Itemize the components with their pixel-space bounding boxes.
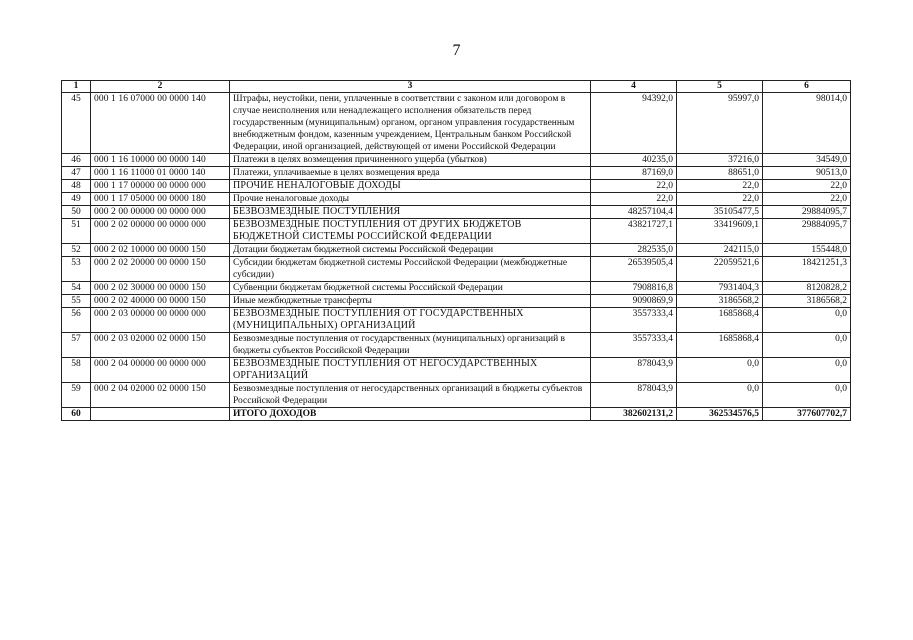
- budget-code: 000 1 16 10000 00 0000 140: [91, 154, 230, 167]
- total-col-6: 377607702,7: [763, 408, 851, 421]
- budget-code: 000 2 03 02000 02 0000 150: [91, 333, 230, 358]
- value-col-4: 87169,0: [591, 167, 677, 180]
- value-col-5: 88651,0: [677, 167, 763, 180]
- value-col-4: 22,0: [591, 193, 677, 206]
- budget-code: 000 2 02 10000 00 0000 150: [91, 244, 230, 257]
- value-col-5: 33419609,1: [677, 219, 763, 244]
- budget-code: 000 2 03 00000 00 0000 000: [91, 308, 230, 333]
- table-row: [62, 333, 851, 358]
- revenue-name: БЕЗВОЗМЕЗДНЫЕ ПОСТУПЛЕНИЯ ОТ НЕГОСУДАРСТВЕННЫХ ОРГАНИЗАЦИЙ: [230, 358, 591, 383]
- revenue-name: Платежи в целях возмещения причиненного ущерба (убытков): [230, 154, 591, 167]
- budget-code: 000 2 04 02000 02 0000 150: [91, 383, 230, 408]
- revenue-name: Платежи, уплачиваемые в целях возмещения вреда: [230, 167, 591, 180]
- value-col-6: 29884095,7: [763, 206, 851, 219]
- value-col-4: 7908816,8: [591, 282, 677, 295]
- row-number: 51: [62, 219, 91, 244]
- row-number: 46: [62, 154, 91, 167]
- value-col-5: 3186568,2: [677, 295, 763, 308]
- row-number: 45: [62, 93, 91, 154]
- revenue-name: Безвозмездные поступления от негосударственных организаций в бюджеты субъектов Российской Федерации: [230, 383, 591, 408]
- budget-code: 000 1 16 11000 01 0000 140: [91, 167, 230, 180]
- header-row: [62, 81, 851, 93]
- revenue-name: ПРОЧИЕ НЕНАЛОГОВЫЕ ДОХОДЫ: [230, 180, 591, 193]
- revenue-name: БЕЗВОЗМЕЗДНЫЕ ПОСТУПЛЕНИЯ ОТ ГОСУДАРСТВЕННЫХ (МУНИЦИПАЛЬНЫХ) ОРГАНИЗАЦИЙ: [230, 308, 591, 333]
- value-col-5: 22059521,6: [677, 257, 763, 282]
- value-col-6: 0,0: [763, 333, 851, 358]
- total-col-5: 362534576,5: [677, 408, 763, 421]
- budget-code: 000 1 16 07000 00 0000 140: [91, 93, 230, 154]
- value-col-4: 3557333,4: [591, 333, 677, 358]
- table-row: [62, 295, 851, 308]
- value-col-4: 3557333,4: [591, 308, 677, 333]
- value-col-6: 22,0: [763, 193, 851, 206]
- revenue-name: Прочие неналоговые доходы: [230, 193, 591, 206]
- value-col-5: 95997,0: [677, 93, 763, 154]
- row-number: 53: [62, 257, 91, 282]
- row-number: 59: [62, 383, 91, 408]
- value-col-6: 22,0: [763, 180, 851, 193]
- col-header-4: 4: [591, 81, 677, 93]
- table-row: [62, 206, 851, 219]
- table-row: [62, 308, 851, 333]
- total-col-4: 382602131,2: [591, 408, 677, 421]
- table-row: [62, 154, 851, 167]
- budget-code: 000 1 17 00000 00 0000 000: [91, 180, 230, 193]
- table-row: [62, 193, 851, 206]
- budget-code: [91, 408, 230, 421]
- total-row: [62, 408, 851, 421]
- value-col-5: 7931404,3: [677, 282, 763, 295]
- value-col-6: 29884095,7: [763, 219, 851, 244]
- value-col-6: 0,0: [763, 383, 851, 408]
- value-col-6: 8120828,2: [763, 282, 851, 295]
- revenue-name: Иные межбюджетные трансферты: [230, 295, 591, 308]
- value-col-6: 0,0: [763, 308, 851, 333]
- revenue-name: БЕЗВОЗМЕЗДНЫЕ ПОСТУПЛЕНИЯ: [230, 206, 591, 219]
- total-label: ИТОГО ДОХОДОВ: [230, 408, 591, 421]
- value-col-6: 155448,0: [763, 244, 851, 257]
- revenue-name: Дотации бюджетам бюджетной системы Российской Федерации: [230, 244, 591, 257]
- value-col-6: 3186568,2: [763, 295, 851, 308]
- revenue-name: Субсидии бюджетам бюджетной системы Российской Федерации (межбюджетные субсидии): [230, 257, 591, 282]
- value-col-5: 35105477,5: [677, 206, 763, 219]
- budget-code: 000 2 02 40000 00 0000 150: [91, 295, 230, 308]
- value-col-4: 282535,0: [591, 244, 677, 257]
- revenue-name: Субвенции бюджетам бюджетной системы Российской Федерации: [230, 282, 591, 295]
- row-number: 52: [62, 244, 91, 257]
- row-number: 56: [62, 308, 91, 333]
- page-number: 7: [452, 42, 461, 59]
- value-col-4: 26539505,4: [591, 257, 677, 282]
- value-col-5: 22,0: [677, 193, 763, 206]
- value-col-6: 0,0: [763, 358, 851, 383]
- row-number: 55: [62, 295, 91, 308]
- value-col-6: 18421251,3: [763, 257, 851, 282]
- col-header-2: 2: [91, 81, 230, 93]
- value-col-5: 0,0: [677, 358, 763, 383]
- table-row: [62, 358, 851, 383]
- value-col-4: 878043,9: [591, 358, 677, 383]
- row-number: 60: [62, 408, 91, 421]
- value-col-5: 22,0: [677, 180, 763, 193]
- budget-code: 000 2 02 20000 00 0000 150: [91, 257, 230, 282]
- col-header-3: 3: [230, 81, 591, 93]
- revenue-name: Безвозмездные поступления от государственных (муниципальных) организаций в бюджеты субъектов Российской Федерации: [230, 333, 591, 358]
- row-number: 49: [62, 193, 91, 206]
- table-row: [62, 180, 851, 193]
- value-col-5: 242115,0: [677, 244, 763, 257]
- revenue-name: БЕЗВОЗМЕЗДНЫЕ ПОСТУПЛЕНИЯ ОТ ДРУГИХ БЮДЖЕТОВ БЮДЖЕТНОЙ СИСТЕМЫ РОССИЙСКОЙ ФЕДЕРАЦИИ: [230, 219, 591, 244]
- value-col-5: 1685868,4: [677, 333, 763, 358]
- value-col-4: 878043,9: [591, 383, 677, 408]
- budget-code: 000 2 04 00000 00 0000 000: [91, 358, 230, 383]
- row-number: 57: [62, 333, 91, 358]
- table-row: [62, 257, 851, 282]
- value-col-6: 90513,0: [763, 167, 851, 180]
- col-header-1: 1: [62, 81, 91, 93]
- revenue-table: [61, 80, 851, 421]
- value-col-4: 9090869,9: [591, 295, 677, 308]
- value-col-4: 40235,0: [591, 154, 677, 167]
- table-row: [62, 167, 851, 180]
- table-row: [62, 383, 851, 408]
- value-col-4: 43821727,1: [591, 219, 677, 244]
- row-number: 48: [62, 180, 91, 193]
- table-row: [62, 93, 851, 154]
- value-col-6: 34549,0: [763, 154, 851, 167]
- table-row: [62, 282, 851, 295]
- budget-code: 000 2 02 00000 00 0000 000: [91, 219, 230, 244]
- budget-code: 000 2 00 00000 00 0000 000: [91, 206, 230, 219]
- revenue-name: Штрафы, неустойки, пени, уплаченные в соответствии с законом или договором в случае неисполнения или ненадлежащего исполнения обязательств перед государственным (муниципальным) органом, органом управления государственным внебюджетным фондом, казенным учреждением, Центральным банком Российской Федерации, иной организацией, действующей от имени Российской Федерации: [230, 93, 591, 154]
- value-col-6: 98014,0: [763, 93, 851, 154]
- row-number: 50: [62, 206, 91, 219]
- budget-code: 000 2 02 30000 00 0000 150: [91, 282, 230, 295]
- col-header-6: 6: [763, 81, 851, 93]
- row-number: 58: [62, 358, 91, 383]
- table-row: [62, 219, 851, 244]
- table-row: [62, 244, 851, 257]
- value-col-5: 1685868,4: [677, 308, 763, 333]
- row-number: 47: [62, 167, 91, 180]
- col-header-5: 5: [677, 81, 763, 93]
- value-col-4: 22,0: [591, 180, 677, 193]
- budget-code: 000 1 17 05000 00 0000 180: [91, 193, 230, 206]
- value-col-5: 37216,0: [677, 154, 763, 167]
- value-col-4: 48257104,4: [591, 206, 677, 219]
- value-col-4: 94392,0: [591, 93, 677, 154]
- row-number: 54: [62, 282, 91, 295]
- value-col-5: 0,0: [677, 383, 763, 408]
